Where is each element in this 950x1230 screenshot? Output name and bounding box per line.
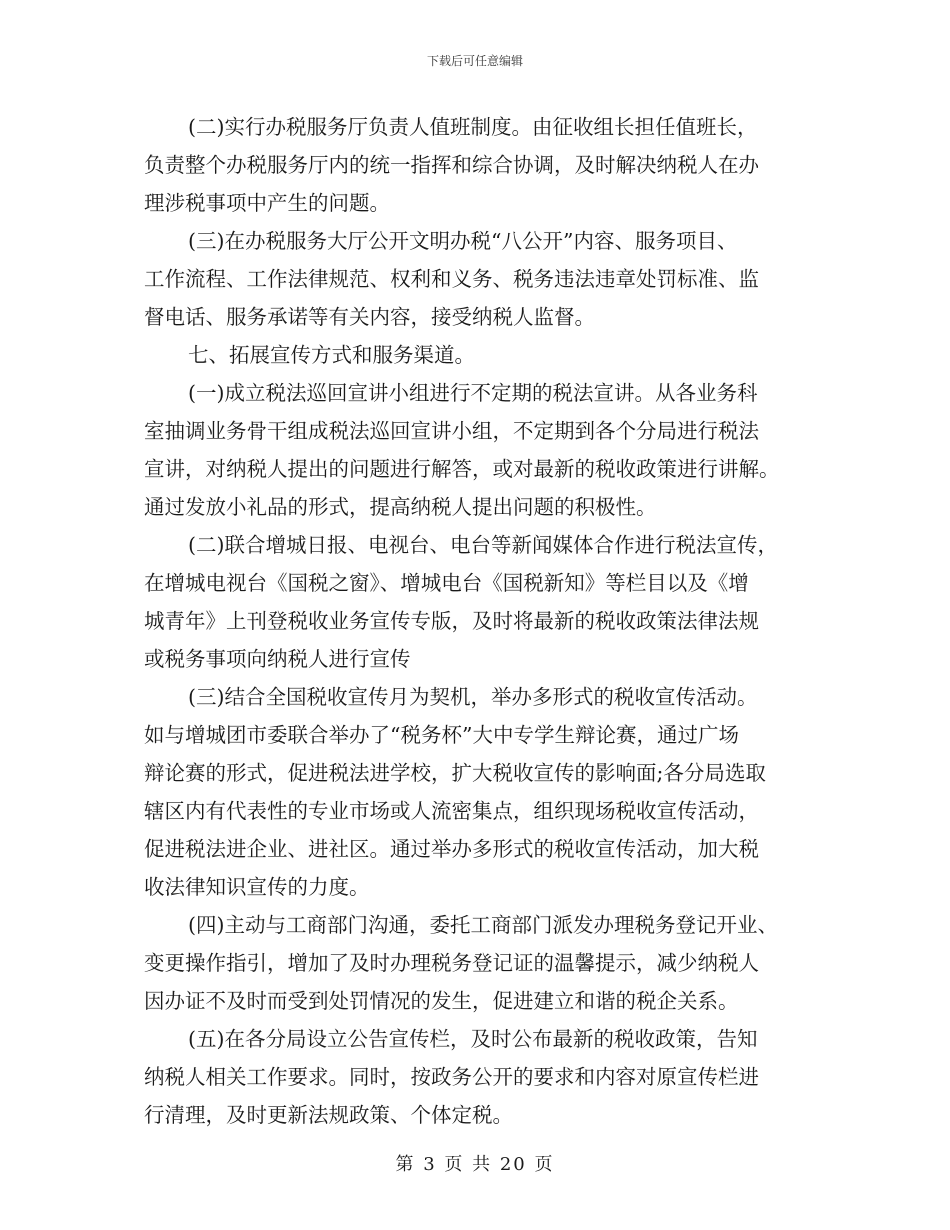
paragraph-line: 辩论赛的形式，促进税法进学校，扩大税收宣传的影响面;各分局选取: [144, 761, 766, 785]
paragraph-line: 因办证不及时而受到处罚情况的发生，促进建立和谐的税企关系。: [144, 989, 739, 1013]
paragraph-line: 理涉税事项中产生的问题。: [144, 191, 390, 215]
paragraph-line: 或税务事项向纳税人进行宣传: [144, 647, 411, 671]
paragraph-line: 促进税法进企业、进社区。通过举办多形式的税收宣传活动，加大税: [144, 837, 759, 861]
paragraph-line: (五)在各分局设立公告宣传栏，及时公布最新的税收政策，告知: [188, 1027, 758, 1051]
paragraph-line: (三)结合全国税收宣传月为契机，举办多形式的税收宣传活动。: [188, 685, 758, 709]
paragraph-line: 如与增城团市委联合举办了“税务杯”大中专学生辩论赛，通过广场: [144, 723, 739, 747]
section-heading: 七、拓展宣传方式和服务渠道。: [188, 343, 475, 367]
paragraph-line: 辖区内有代表性的专业市场或人流密集点，组织现场税收宣传活动，: [144, 799, 759, 823]
paragraph-line: (一)成立税法巡回宣讲小组进行不定期的税法宣讲。从各业务科: [188, 381, 758, 405]
paragraph-line: 变更操作指引，增加了及时办理税务登记证的温馨提示，减少纳税人: [144, 951, 759, 975]
page-number-footer: 第 3 页 共 20 页: [395, 1154, 555, 1175]
paragraph-line: 工作流程、工作法律规范、权利和义务、税务违法违章处罚标准、监: [144, 267, 759, 291]
paragraph-line: 负责整个办税服务厅内的统一指挥和综合协调，及时解决纳税人在办: [144, 153, 759, 177]
paragraph-line: 督电话、服务承诺等有关内容，接受纳税人监督。: [144, 305, 595, 329]
paragraph-line: 纳税人相关工作要求。同时，按政务公开的要求和内容对原宣传栏进: [144, 1065, 759, 1089]
paragraph-line: (二)实行办税服务厅负责人值班制度。由征收组长担任值班长，: [188, 115, 758, 139]
document-body: [144, 108, 804, 1134]
paragraph-line: (二)联合增城日报、电视台、电台等新闻媒体合作进行税法宣传，: [188, 533, 778, 557]
paragraph-line: (三)在办税服务大厅公开文明办税“八公开”内容、服务项目、: [188, 229, 738, 253]
paragraph-line: 收法律知识宣传的力度。: [144, 875, 370, 899]
paragraph-line: 室抽调业务骨干组成税法巡回宣讲小组，不定期到各个分局进行税法: [144, 419, 759, 443]
page-header: 下载后可任意编辑: [426, 54, 523, 68]
paragraph-line: 行清理，及时更新法规政策、个体定税。: [144, 1103, 513, 1127]
paragraph-line: 通过发放小礼品的形式，提高纳税人提出问题的积极性。: [144, 495, 657, 519]
paragraph-line: 宣讲，对纳税人提出的问题进行解答，或对最新的税收政策进行讲解。: [144, 457, 780, 481]
paragraph-line: (四)主动与工商部门沟通，委托工商部门派发办理税务登记开业、: [188, 913, 778, 937]
paragraph-line: 在增城电视台《国税之窗》、增城电台《国税新知》等栏目以及《增: [144, 571, 749, 595]
paragraph-line: 城青年》上刊登税收业务宣传专版，及时将最新的税收政策法律法规: [144, 609, 759, 633]
